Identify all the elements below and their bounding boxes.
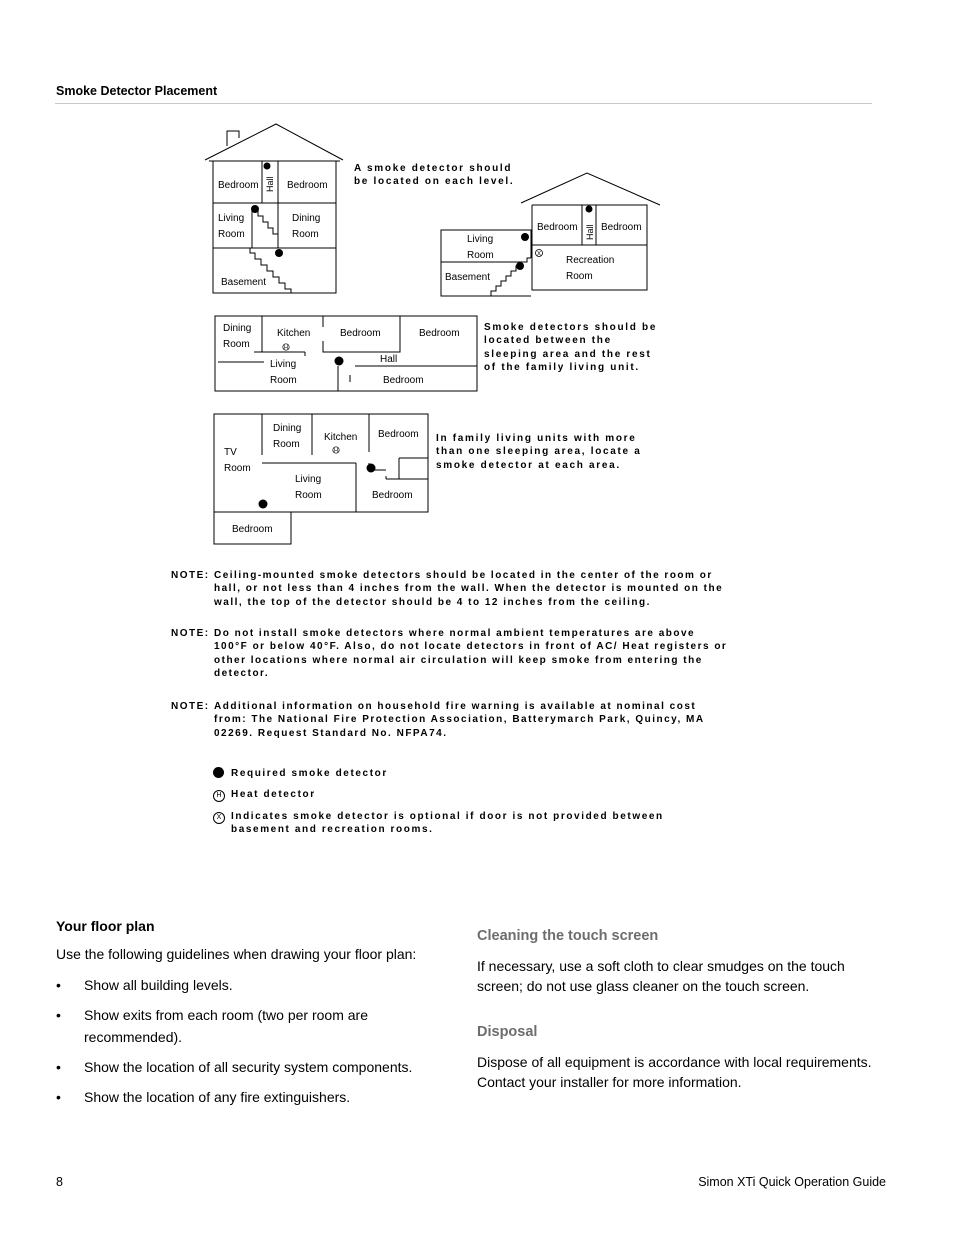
- note-ceiling-mounting: [171, 569, 731, 609]
- house-diagram-b: [441, 173, 660, 296]
- note-text: Ceiling-mounted smoke detectors should be located in the center of the room or hall, or not less than 4 inches from the wall. When the detector is mounted on the wall, the top of the detector should be 4 to 12 inches from the ceiling.: [214, 570, 724, 608]
- cleaning-heading: Cleaning the touch screen: [477, 928, 659, 944]
- list-item: • Show exits from each room (two per room are recommended).: [56, 1004, 446, 1048]
- note-label: NOTE:: [171, 628, 210, 639]
- list-item: • Show the location of any fire extinguishers.: [56, 1086, 446, 1108]
- label-room: Room: [218, 229, 245, 240]
- label-room: Room: [224, 463, 251, 474]
- label-bedroom: Bedroom: [378, 429, 419, 440]
- floor-plan-intro: Use the following guidelines when drawing your floor plan:: [56, 946, 417, 962]
- label-room: Room: [566, 271, 593, 282]
- note-text: Additional information on household fire warning is available at nominal cost from: The National Fire Protection Association, Batterymarch Park, Quincy, MA 02269. Request Standard No. NFPA74.: [214, 701, 705, 739]
- label-room: Room: [295, 490, 322, 501]
- disposal-text: Dispose of all equipment is accordance with local requirements. Contact your installer for more information.: [477, 1054, 872, 1090]
- list-item: • Show the location of all security system components.: [56, 1056, 446, 1078]
- label-kitchen: Kitchen: [324, 432, 358, 443]
- label-tv: TV: [224, 447, 237, 458]
- floor-plan-list: [56, 974, 446, 1108]
- label-room: Room: [273, 439, 300, 450]
- floor-plan-diagram-3: [214, 414, 428, 544]
- note-temperature: [171, 627, 731, 681]
- label-bedroom: Bedroom: [537, 222, 578, 233]
- legend-required: [213, 767, 673, 780]
- label-living: Living: [270, 359, 297, 370]
- label-bedroom: Bedroom: [419, 328, 460, 339]
- label-living: Living: [295, 474, 322, 485]
- floor-plan-section: [56, 918, 446, 1116]
- house-diagram-a: [205, 124, 343, 293]
- label-recreation: Recreation: [566, 255, 615, 266]
- label-bedroom: Bedroom: [232, 524, 273, 535]
- maintenance-section: [477, 928, 887, 1092]
- cleaning-text: If necessary, use a soft cloth to clear smudges on the touch screen; do not use glass cleaner on the touch screen.: [477, 958, 845, 994]
- label-dining: Dining: [273, 423, 302, 434]
- label-bedroom: Bedroom: [340, 328, 381, 339]
- section-header: Smoke Detector Placement: [56, 84, 218, 98]
- label-room: Room: [467, 250, 494, 261]
- label-bedroom: Bedroom: [383, 375, 424, 386]
- label-dining: Dining: [292, 213, 321, 224]
- label-hall: Hall: [265, 176, 275, 192]
- label-room: Room: [292, 229, 319, 240]
- note-label: NOTE:: [171, 570, 210, 581]
- label-living: Living: [467, 234, 494, 245]
- label-bedroom: Bedroom: [287, 180, 328, 191]
- smoke-detector-icon: [213, 767, 224, 782]
- figure1-caption: A smoke detector should be located on each level.: [354, 163, 515, 188]
- label-kitchen: Kitchen: [277, 328, 311, 339]
- note-text: Do not install smoke detectors where normal ambient temperatures are above 100°F or below 40°F. Also, do not locate detectors in front of AC/ Heat registers or other locations where normal air circulation will keep smoke from entering the detector.: [214, 628, 728, 680]
- label-room: Room: [223, 339, 250, 350]
- label-hall: Hall: [380, 354, 398, 365]
- label-living: Living: [218, 213, 245, 224]
- page-number: 8: [56, 1175, 63, 1189]
- legend-text: Required smoke detector: [231, 768, 388, 779]
- label-hall: Hall: [585, 224, 595, 240]
- note-label: NOTE:: [171, 701, 210, 712]
- label-basement: Basement: [221, 277, 267, 288]
- note-nfpa-info: [171, 700, 731, 740]
- legend-text: Indicates smoke detector is optional if door is not provided between basement and recreation rooms.: [231, 811, 664, 836]
- label-bedroom: Bedroom: [372, 490, 413, 501]
- label-dining: Dining: [223, 323, 252, 334]
- legend-optional: [213, 810, 673, 837]
- optional-detector-icon: X: [536, 251, 542, 258]
- legend-text: Heat detector: [231, 789, 316, 800]
- heat-detector-icon: H: [284, 345, 288, 351]
- figure3-caption: In family living units with more than one sleeping area, locate a smoke detector at each area.: [436, 433, 642, 471]
- document-title: Simon XTi Quick Operation Guide: [698, 1175, 886, 1189]
- heat-detector-icon: H: [213, 788, 225, 802]
- legend-heat: [213, 788, 673, 801]
- list-item: • Show all building levels.: [56, 974, 446, 996]
- label-room: Room: [270, 375, 297, 386]
- label-basement: Basement: [445, 272, 491, 283]
- label-bedroom: Bedroom: [218, 180, 259, 191]
- label-bedroom: Bedroom: [601, 222, 642, 233]
- heat-detector-icon: H: [334, 448, 338, 454]
- disposal-heading: Disposal: [477, 1024, 538, 1040]
- optional-detector-icon: X: [213, 810, 225, 824]
- floor-plan-heading: Your floor plan: [56, 918, 155, 934]
- figure2-caption: Smoke detectors should be located between the sleeping area and the rest of the family living unit.: [484, 322, 658, 374]
- floor-plan-diagram-2: [215, 316, 477, 391]
